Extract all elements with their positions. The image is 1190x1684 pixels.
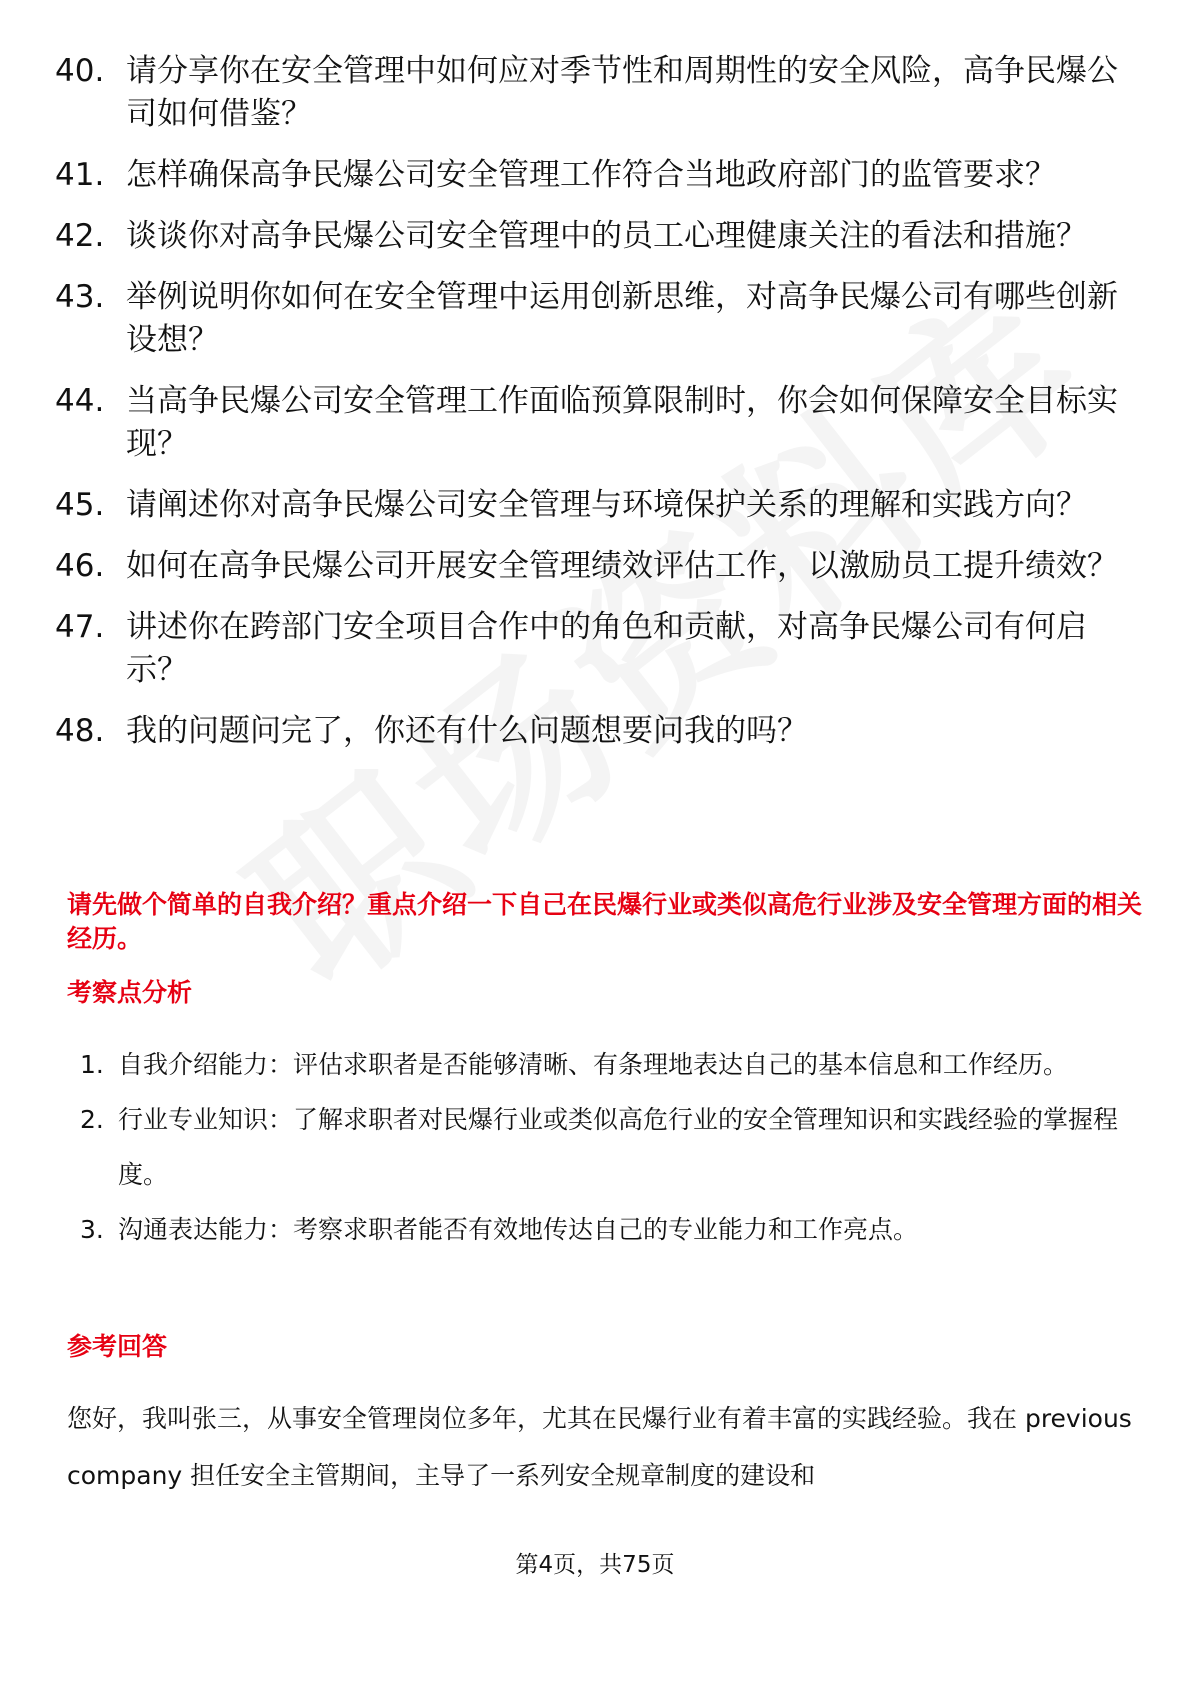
question-number: 48. xyxy=(55,713,105,749)
question-text: 请阐述你对高争民爆公司安全管理与环境保护关系的理解和实践方向？ xyxy=(126,487,1087,523)
list-item xyxy=(55,545,1135,588)
analysis-text: 行业专业知识：了解求职者对民爆行业或类似高危行业的安全管理知识和实践经验的掌握程度。 xyxy=(118,1105,1119,1189)
question-text: 当高争民爆公司安全管理工作面临预算限制时，你会如何保障安全目标实现？ xyxy=(126,383,1118,462)
question-text: 讲述你在跨部门安全项目合作中的角色和贡献，对高争民爆公司有何启示？ xyxy=(126,609,1087,688)
analysis-number: 3. xyxy=(80,1215,104,1244)
question-text: 如何在高争民爆公司开展安全管理绩效评估工作，以激励员工提升绩效？ xyxy=(126,548,1118,584)
list-item xyxy=(55,606,1135,692)
list-item xyxy=(80,1202,1140,1257)
analysis-text: 自我介绍能力：评估求职者是否能够清晰、有条理地表达自己的基本信息和工作经历。 xyxy=(118,1050,1069,1079)
question-text: 怎样确保高争民爆公司安全管理工作符合当地政府部门的监管要求？ xyxy=(126,157,1056,193)
question-text: 谈谈你对高争民爆公司安全管理中的员工心理健康关注的看法和措施？ xyxy=(126,218,1087,254)
question-text: 我的问题问完了，你还有什么问题想要问我的吗？ xyxy=(126,713,808,749)
question-number: 47. xyxy=(55,609,105,645)
list-item xyxy=(55,50,1135,136)
list-item xyxy=(55,215,1135,258)
question-number: 45. xyxy=(55,487,105,523)
list-item xyxy=(55,484,1135,527)
list-item xyxy=(55,154,1135,197)
list-item xyxy=(55,710,1135,753)
question-number: 40. xyxy=(55,53,105,89)
question-number: 42. xyxy=(55,218,105,254)
question-number: 41. xyxy=(55,157,105,193)
question-number: 44. xyxy=(55,383,105,419)
question-number: 43. xyxy=(55,279,105,315)
question-list xyxy=(55,50,1135,771)
analysis-text: 沟通表达能力：考察求职者能否有效地传达自己的专业能力和工作亮点。 xyxy=(118,1215,919,1244)
list-item xyxy=(55,276,1135,362)
list-item xyxy=(80,1037,1140,1092)
page-footer: 第4页，共75页 xyxy=(515,1552,675,1578)
question-number: 46. xyxy=(55,548,105,584)
list-item xyxy=(80,1092,1140,1202)
analysis-title: 考察点分析 xyxy=(67,978,193,1007)
reference-title: 参考回答 xyxy=(67,1332,168,1361)
list-item xyxy=(55,380,1135,466)
analysis-number: 2. xyxy=(80,1105,104,1134)
question-text: 请分享你在安全管理中如何应对季节性和周期性的安全风险，高争民爆公司如何借鉴？ xyxy=(126,53,1118,132)
reference-answer: 您好，我叫张三，从事安全管理岗位多年，尤其在民爆行业有着丰富的实践经验。我在 previous company 担任安全主管期间，主导了一系列安全规章制度的建设和 xyxy=(67,1404,1132,1490)
analysis-number: 1. xyxy=(80,1050,104,1079)
analysis-list xyxy=(80,1037,1140,1257)
question-text: 举例说明你如何在安全管理中运用创新思维，对高争民爆公司有哪些创新设想？ xyxy=(126,279,1118,358)
highlight-question: 请先做个简单的自我介绍？重点介绍一下自己在民爆行业或类似高危行业涉及安全管理方面的相关经历。 xyxy=(67,890,1143,953)
